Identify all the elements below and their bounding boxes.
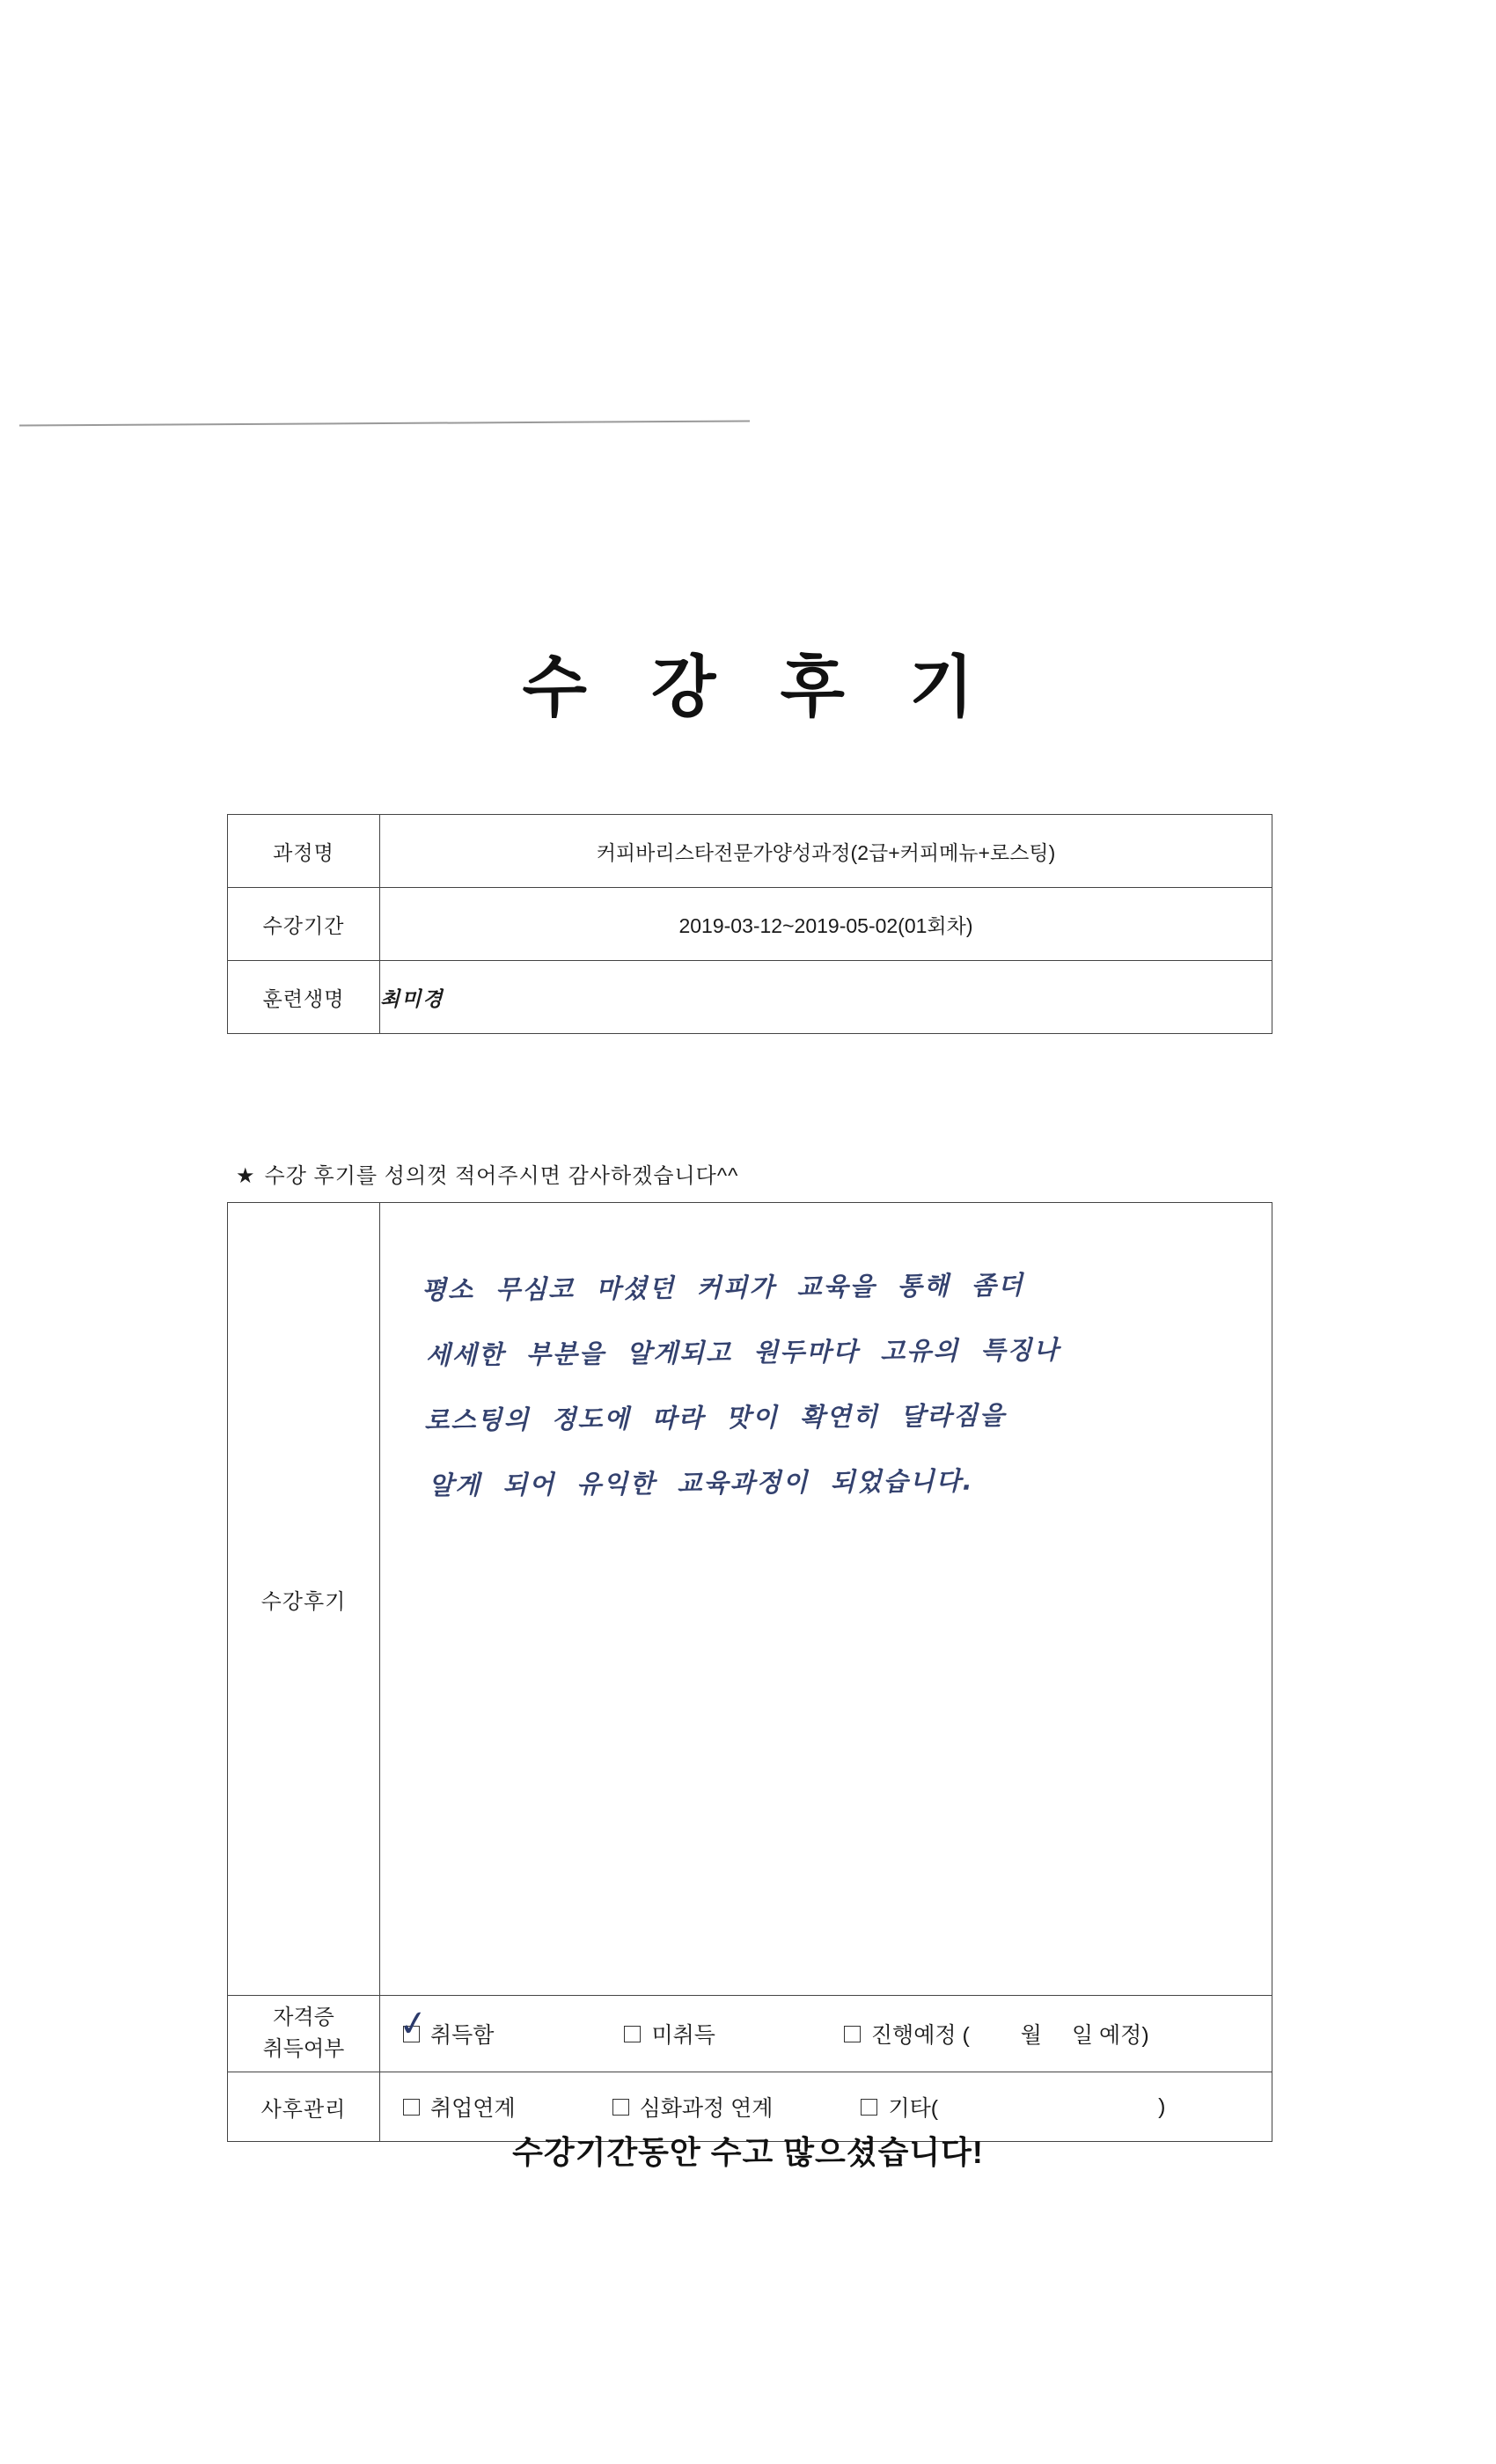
info-value-course: 커피바리스타전문가양성과정(2급+커피메뉴+로스팅) <box>380 815 1272 888</box>
checkbox-label-employment: 취업연계 <box>430 2096 516 2121</box>
checkbox-in-progress[interactable] <box>844 2018 1149 2050</box>
handwritten-line: 세세한 부분을 알게되고 원두마다 고유의 특징나 <box>425 1334 1060 1371</box>
review-label: 수강후기 <box>228 1203 380 1996</box>
table-row <box>228 961 1272 1034</box>
review-table <box>227 1202 1272 2142</box>
checkbox-box-icon <box>403 2099 420 2116</box>
in-progress-day: 일 예정) <box>1071 2023 1149 2048</box>
etc-close-paren: ) <box>1158 2094 1166 2119</box>
page-title: 수 강 후 기 <box>522 650 997 725</box>
certificate-label-line2: 취득여부 <box>262 2037 345 2061</box>
checkbox-label-advanced-course: 심화과정 연계 <box>639 2096 774 2121</box>
scan-edge-line <box>19 420 750 426</box>
after-care-label: 사후관리 <box>228 2072 380 2142</box>
table-row <box>228 1996 1272 2072</box>
checkbox-advanced-course[interactable] <box>612 2091 774 2123</box>
checkbox-box-icon <box>612 2099 629 2116</box>
checkbox-etc[interactable] <box>861 2091 1165 2123</box>
handwritten-line: 알게 되어 유익한 교육과정이 되었습니다. <box>428 1465 974 1501</box>
table-row <box>228 888 1272 961</box>
review-body-cell <box>380 1203 1272 1996</box>
checkbox-employment[interactable] <box>403 2091 516 2123</box>
info-value-trainee-handwritten: 최미경 <box>380 961 1272 1034</box>
table-row <box>228 815 1272 888</box>
certificate-label-line1: 자격증 <box>273 2006 334 2029</box>
checkbox-box-icon <box>844 2026 861 2042</box>
table-row <box>228 1203 1272 1996</box>
info-label-trainee: 훈련생명 <box>228 961 380 1034</box>
info-label-course: 과정명 <box>228 815 380 888</box>
checkbox-box-icon <box>861 2099 877 2116</box>
star-icon: ★ <box>236 1164 256 1188</box>
footer-message: 수강기간동안 수고 많으셨습니다! <box>512 2134 984 2170</box>
certificate-options-cell <box>380 1996 1272 2072</box>
info-label-period: 수강기간 <box>228 888 380 961</box>
checkbox-acquired[interactable] <box>395 2001 495 2050</box>
handwritten-line: 평소 무심코 마셨던 커피가 교육을 통해 좀더 <box>421 1270 1025 1306</box>
checkbox-label-etc: 기타( <box>888 2096 939 2121</box>
checkbox-label-acquired: 취득함 <box>430 2023 495 2048</box>
handwritten-review-text <box>422 1250 1243 1518</box>
in-progress-month: 월 <box>1020 2023 1042 2048</box>
info-value-period: 2019-03-12~2019-05-02(01회차) <box>380 888 1272 961</box>
checkbox-not-acquired[interactable] <box>624 2018 715 2050</box>
checkbox-label-not-acquired: 미취득 <box>651 2023 715 2048</box>
checkbox-box-icon <box>624 2026 641 2042</box>
course-info-table <box>227 814 1272 1034</box>
check-mark-icon: ✓ <box>395 2001 431 2046</box>
certificate-label <box>228 1996 380 2072</box>
certificate-options <box>380 1996 1272 2072</box>
review-prompt-text: 수강 후기를 성의껏 적어주시면 감사하겠습니다^^ <box>264 1164 739 1188</box>
handwritten-line: 로스팅의 정도에 따라 맛이 확연히 달라짐을 <box>424 1400 1007 1436</box>
review-prompt <box>236 1158 738 1189</box>
checkbox-label-in-progress: 진행예정 ( <box>870 2023 970 2048</box>
checkbox-box-icon <box>395 2001 431 2046</box>
